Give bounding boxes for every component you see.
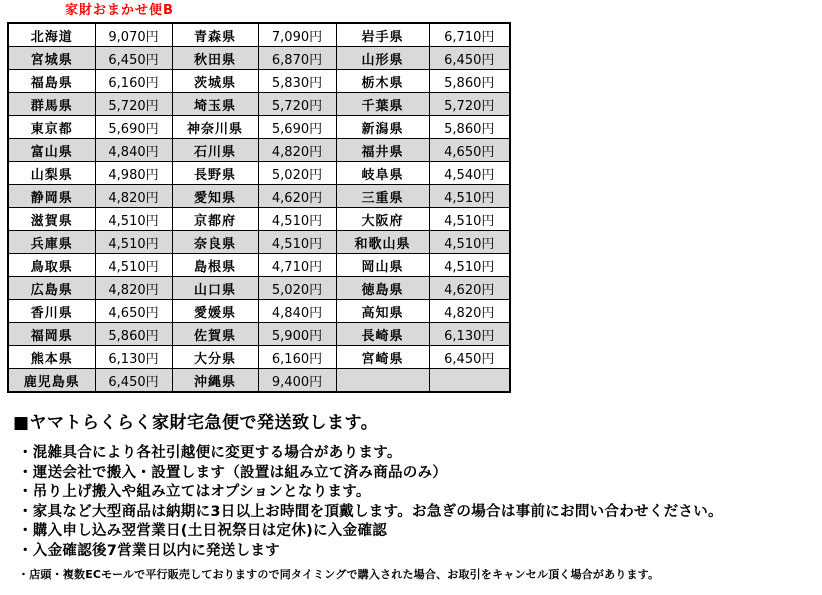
prefecture-cell: 神奈川県 <box>172 116 258 139</box>
price-cell: 4,510円 <box>429 208 510 231</box>
prefecture-cell: 愛知県 <box>172 185 258 208</box>
price-cell: 9,070円 <box>95 23 172 47</box>
prefecture-cell: 富山県 <box>8 139 95 162</box>
shipping-notes-section <box>13 412 813 582</box>
table-row <box>8 254 510 277</box>
prefecture-cell: 青森県 <box>172 23 258 47</box>
prefecture-cell: 群馬県 <box>8 93 95 116</box>
prefecture-cell: 埼玉県 <box>172 93 258 116</box>
table-row <box>8 139 510 162</box>
prefecture-cell: 鳥取県 <box>8 254 95 277</box>
price-cell: 4,980円 <box>95 162 172 185</box>
prefecture-cell: 茨城県 <box>172 70 258 93</box>
prefecture-cell: 大分県 <box>172 346 258 369</box>
price-cell: 4,820円 <box>95 277 172 300</box>
prefecture-cell: 東京都 <box>8 116 95 139</box>
table-row <box>8 185 510 208</box>
table-row <box>8 47 510 70</box>
prefecture-cell: 福島県 <box>8 70 95 93</box>
price-cell: 5,860円 <box>429 70 510 93</box>
price-cell: 5,720円 <box>95 93 172 116</box>
prefecture-cell: 静岡県 <box>8 185 95 208</box>
price-cell: 5,720円 <box>429 93 510 116</box>
price-cell: 5,020円 <box>258 277 336 300</box>
prefecture-cell: 長野県 <box>172 162 258 185</box>
price-cell: 6,710円 <box>429 23 510 47</box>
table-row <box>8 208 510 231</box>
price-cell: 4,840円 <box>258 300 336 323</box>
price-cell: 4,510円 <box>95 231 172 254</box>
prefecture-cell: 宮崎県 <box>336 346 429 369</box>
price-cell: 4,510円 <box>258 208 336 231</box>
prefecture-cell: 和歌山県 <box>336 231 429 254</box>
price-cell: 4,820円 <box>258 139 336 162</box>
price-cell: 6,870円 <box>258 47 336 70</box>
table-row <box>8 300 510 323</box>
price-cell: 4,650円 <box>95 300 172 323</box>
prefecture-cell: 高知県 <box>336 300 429 323</box>
price-cell: 4,840円 <box>95 139 172 162</box>
prefecture-cell: 新潟県 <box>336 116 429 139</box>
prefecture-cell: 岡山県 <box>336 254 429 277</box>
price-cell: 5,020円 <box>258 162 336 185</box>
prefecture-cell: 千葉県 <box>336 93 429 116</box>
table-row <box>8 116 510 139</box>
prefecture-cell: 岩手県 <box>336 23 429 47</box>
price-cell: 6,450円 <box>429 346 510 369</box>
prefecture-cell: 沖縄県 <box>172 369 258 393</box>
shipping-plan-title: 家財おまかせ便B <box>65 3 174 18</box>
price-cell: 4,820円 <box>95 185 172 208</box>
shipping-note-item: ・運送会社で搬入・設置します（設置は組み立て済み商品のみ） <box>18 464 448 481</box>
prefecture-cell: 島根県 <box>172 254 258 277</box>
prefecture-cell: 熊本県 <box>8 346 95 369</box>
price-cell: 4,510円 <box>429 254 510 277</box>
prefecture-cell: 滋賀県 <box>8 208 95 231</box>
price-cell: 4,510円 <box>95 208 172 231</box>
shipping-notes-list <box>13 444 813 561</box>
price-cell: 4,650円 <box>429 139 510 162</box>
price-cell: 5,690円 <box>258 116 336 139</box>
price-cell: 6,130円 <box>429 323 510 346</box>
price-cell: 5,900円 <box>258 323 336 346</box>
prefecture-cell: 栃木県 <box>336 70 429 93</box>
price-cell: 5,830円 <box>258 70 336 93</box>
prefecture-cell: 宮城県 <box>8 47 95 70</box>
table-row <box>8 346 510 369</box>
table-row <box>8 93 510 116</box>
price-cell: 9,400円 <box>258 369 336 393</box>
prefecture-cell: 岐阜県 <box>336 162 429 185</box>
price-cell: 5,860円 <box>429 116 510 139</box>
prefecture-cell: 山梨県 <box>8 162 95 185</box>
price-cell: 4,620円 <box>258 185 336 208</box>
prefecture-cell: 長崎県 <box>336 323 429 346</box>
prefecture-cell <box>336 369 429 393</box>
price-cell: 4,710円 <box>258 254 336 277</box>
shipping-method-heading: ■ヤマトらくらく家財宅急便で発送致します。 <box>13 413 379 433</box>
price-cell: 6,160円 <box>95 70 172 93</box>
shipping-note-item: ・入金確認後7営業日以内に発送します <box>18 542 280 559</box>
prefecture-cell: 愛媛県 <box>172 300 258 323</box>
price-cell: 4,540円 <box>429 162 510 185</box>
table-row <box>8 162 510 185</box>
prefecture-shipping-price-table <box>7 22 511 393</box>
parallel-sales-disclaimer: ・店頭・複数ECモールで平行販売しておりますので同タイミングで購入された場合、お取引をキャンセル頂く場合があります。 <box>18 568 660 581</box>
prefecture-cell: 山形県 <box>336 47 429 70</box>
price-cell: 5,860円 <box>95 323 172 346</box>
price-cell: 6,160円 <box>258 346 336 369</box>
shipping-note-item: ・購入申し込み翌営業日(土日祝祭日は定休)に入金確認 <box>18 523 388 539</box>
price-cell: 5,690円 <box>95 116 172 139</box>
price-cell: 4,620円 <box>429 277 510 300</box>
price-cell <box>429 369 510 393</box>
prefecture-cell: 香川県 <box>8 300 95 323</box>
price-cell: 4,820円 <box>429 300 510 323</box>
prefecture-cell: 秋田県 <box>172 47 258 70</box>
prefecture-cell: 兵庫県 <box>8 231 95 254</box>
price-cell: 4,510円 <box>429 185 510 208</box>
price-cell: 6,450円 <box>429 47 510 70</box>
table-row <box>8 323 510 346</box>
shipping-note-item: ・吊り上げ搬入や組み立てはオプションとなります。 <box>18 484 371 500</box>
price-cell: 5,720円 <box>258 93 336 116</box>
prefecture-cell: 福井県 <box>336 139 429 162</box>
prefecture-cell: 山口県 <box>172 277 258 300</box>
table-row <box>8 277 510 300</box>
prefecture-cell: 佐賀県 <box>172 323 258 346</box>
prefecture-cell: 徳島県 <box>336 277 429 300</box>
prefecture-cell: 鹿児島県 <box>8 369 95 393</box>
price-cell: 4,510円 <box>429 231 510 254</box>
prefecture-cell: 奈良県 <box>172 231 258 254</box>
shipping-note-item: ・混雑具合により各社引越便に変更する場合があります。 <box>18 445 402 461</box>
prefecture-cell: 京都府 <box>172 208 258 231</box>
table-row <box>8 231 510 254</box>
price-cell: 7,090円 <box>258 23 336 47</box>
prefecture-cell: 大阪府 <box>336 208 429 231</box>
prefecture-cell: 広島県 <box>8 277 95 300</box>
table-row <box>8 369 510 393</box>
price-cell: 6,130円 <box>95 346 172 369</box>
shipping-note-item: ・家具など大型商品は納期に3日以上お時間を頂戴します。お急ぎの場合は事前にお問い合わせください。 <box>18 503 723 520</box>
prefecture-cell: 北海道 <box>8 23 95 47</box>
table-row <box>8 70 510 93</box>
table-row <box>8 23 510 47</box>
prefecture-cell: 福岡県 <box>8 323 95 346</box>
price-cell: 4,510円 <box>258 231 336 254</box>
price-cell: 6,450円 <box>95 47 172 70</box>
price-cell: 4,510円 <box>95 254 172 277</box>
prefecture-cell: 石川県 <box>172 139 258 162</box>
prefecture-cell: 三重県 <box>336 185 429 208</box>
price-cell: 6,450円 <box>95 369 172 393</box>
